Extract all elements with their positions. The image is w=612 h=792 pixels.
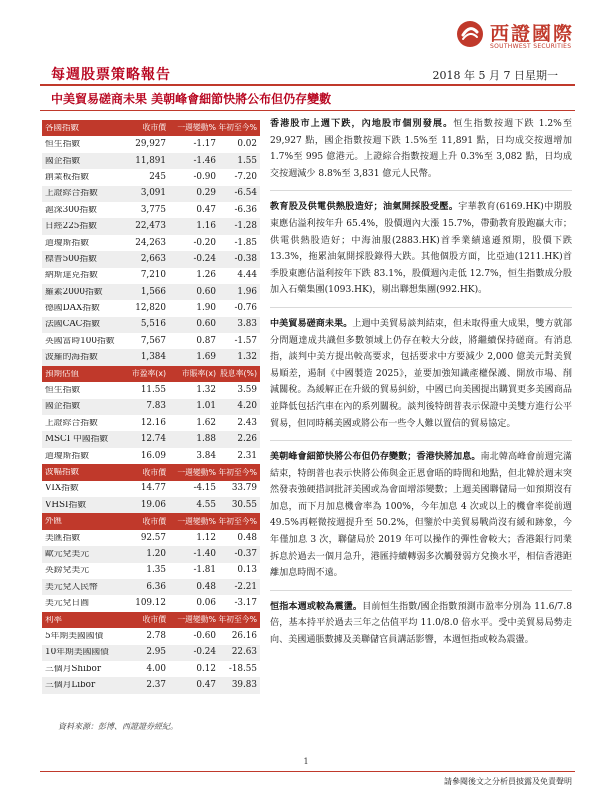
table-cell: -7.20 bbox=[234, 171, 257, 182]
table-cell: -1.81 bbox=[193, 565, 216, 576]
table-cell: 0.48 bbox=[196, 581, 216, 592]
table-cell: 0.12 bbox=[196, 663, 216, 674]
table-cell: -1.85 bbox=[234, 237, 257, 248]
table-cell: -2.21 bbox=[234, 581, 257, 592]
table-cell: -3.17 bbox=[234, 598, 257, 609]
commentary-paragraph bbox=[270, 116, 572, 182]
paragraph-divider bbox=[270, 307, 572, 308]
table-row bbox=[42, 235, 260, 251]
table-row bbox=[42, 382, 260, 398]
table-cell: 3,775 bbox=[140, 204, 166, 215]
header-cell: 收市價 bbox=[142, 615, 166, 625]
table-cell: 恒生指數 bbox=[45, 140, 81, 149]
logo-name-en: SOUTHWEST SECURITIES bbox=[490, 43, 572, 50]
table-cell: 1.32 bbox=[237, 352, 257, 363]
header-cell: 一週變動% bbox=[177, 123, 216, 133]
header-cell: 年初至今% bbox=[218, 467, 257, 477]
table-row bbox=[42, 317, 260, 333]
table-cell: 國企指數 bbox=[45, 156, 81, 166]
paragraph-body: 目前恒生指數/國企指數預測市盈率分別為 11.6/7.8 倍，基本持平於過去三年之估值平均 11.0/8.0 倍水平。受中美貿易局勢走向、美國通脹數據及美聯儲官員講話影響，本週恒指或較為震盪。 bbox=[270, 601, 572, 646]
header-cell: 利率 bbox=[45, 615, 63, 625]
table-cell: 22,473 bbox=[135, 221, 166, 232]
table-cell: 19.06 bbox=[140, 499, 166, 510]
table-section-header bbox=[42, 513, 260, 529]
paragraph-lead: 美朝峰會細節快將公布但仍存變數；香港快將加息。 bbox=[270, 452, 481, 463]
table-cell: 0.60 bbox=[196, 319, 216, 330]
table-cell: 美元兌日圓 bbox=[45, 599, 89, 608]
paragraph-body: 宇華教育(6169.HK)中期股東應佔溢利按年升 65.4%，股價週內大漲 15.7%，帶動教育股跑贏大市；供電供熱股造好；中海油服(2883.HK)首季業績遠遜預期，股價下跌 13.3%，拖累油氣開採股錄得大跌。其他個股方面，比亞迪(1211.HK)首季股東應佔溢利按年下跌 83.1%，股價週內走低 12.7%，恒生指數成分股加入石藥集團(1093.HK)，剔出聯想集團(992.HK)。 bbox=[270, 202, 572, 296]
table-row bbox=[42, 661, 260, 677]
page-number: 1 bbox=[303, 757, 309, 766]
table-cell: 英國富時100指數 bbox=[45, 336, 115, 346]
table-cell: 0.87 bbox=[196, 335, 216, 346]
table-source-note: 資料來源：彭博、西證證券經紀。 bbox=[58, 722, 178, 731]
table-cell: 美元兌人民幣 bbox=[45, 582, 98, 592]
table-row bbox=[42, 169, 260, 185]
table-cell: 12,820 bbox=[135, 303, 166, 314]
table-cell: 24,263 bbox=[135, 237, 166, 248]
header-cell: 外匯 bbox=[45, 517, 63, 526]
table-row bbox=[42, 677, 260, 693]
paragraph-divider bbox=[270, 590, 572, 591]
headline-divider bbox=[40, 110, 575, 111]
table-cell: 245 bbox=[149, 171, 166, 182]
table-cell: 上證綜合指數 bbox=[45, 189, 98, 199]
top-divider bbox=[40, 84, 575, 86]
table-row bbox=[42, 399, 260, 415]
table-row bbox=[42, 448, 260, 464]
table-row bbox=[42, 186, 260, 202]
table-cell: 26.16 bbox=[231, 630, 257, 641]
header-cell: 一週變動% bbox=[177, 615, 216, 625]
table-cell: 德國DAX指數 bbox=[45, 304, 100, 313]
table-cell: 6.36 bbox=[146, 581, 166, 592]
table-cell: 2.78 bbox=[146, 630, 166, 641]
commentary-column bbox=[270, 116, 572, 649]
table-cell: 11,891 bbox=[135, 155, 166, 166]
table-cell: 22.63 bbox=[231, 647, 257, 658]
table-cell: 2.43 bbox=[237, 417, 257, 428]
table-row bbox=[42, 546, 260, 562]
table-cell: 109.12 bbox=[135, 598, 166, 609]
table-cell: 14.77 bbox=[140, 483, 166, 494]
disclaimer-note: 請參閱後文之分析員披露及免責聲明 bbox=[444, 777, 572, 786]
table-cell: MSCI 中國指數 bbox=[45, 435, 109, 445]
table-row bbox=[42, 628, 260, 644]
table-cell: -0.76 bbox=[234, 303, 257, 314]
table-cell: 4.20 bbox=[237, 401, 257, 412]
table-section-header bbox=[42, 120, 260, 136]
table-row bbox=[42, 349, 260, 365]
table-cell: -0.20 bbox=[193, 237, 216, 248]
table-cell: 39.83 bbox=[231, 680, 257, 691]
table-row bbox=[42, 218, 260, 234]
paragraph-divider bbox=[270, 440, 572, 441]
table-cell: 0.06 bbox=[196, 598, 216, 609]
table-cell: 1.16 bbox=[196, 221, 216, 232]
table-cell: 創業板指數 bbox=[45, 172, 89, 182]
table-cell: 納斯達克指數 bbox=[45, 271, 98, 281]
paragraph-divider bbox=[270, 190, 572, 191]
table-cell: 16.09 bbox=[140, 450, 166, 461]
table-row bbox=[42, 530, 260, 546]
paragraph-lead: 中美貿易磋商未果。 bbox=[270, 318, 353, 329]
header-cell: 年初至今% bbox=[218, 516, 257, 526]
table-cell: 0.13 bbox=[237, 565, 257, 576]
table-cell: 7.83 bbox=[146, 401, 166, 412]
table-row bbox=[42, 300, 260, 316]
table-cell: 羅素2000指數 bbox=[45, 287, 103, 297]
table-row bbox=[42, 563, 260, 579]
table-row bbox=[42, 579, 260, 595]
table-cell: -0.90 bbox=[193, 171, 216, 182]
header-cell: 年初至今% bbox=[218, 123, 257, 133]
table-cell: VIX指數 bbox=[45, 484, 79, 494]
table-row bbox=[42, 251, 260, 267]
table-cell: 法國CAC指數 bbox=[45, 320, 101, 330]
table-cell: -1.40 bbox=[193, 548, 216, 559]
logo-name-cn: 西證國際 bbox=[490, 23, 575, 45]
table-cell: 3.59 bbox=[237, 385, 257, 396]
commentary-paragraph bbox=[270, 449, 572, 582]
table-cell: 歐元兌美元 bbox=[45, 549, 89, 559]
table-cell: 國企指數 bbox=[45, 402, 81, 412]
footer-divider bbox=[40, 771, 575, 772]
table-row bbox=[42, 497, 260, 513]
table-cell: 12.16 bbox=[140, 417, 166, 428]
table-row bbox=[42, 431, 260, 447]
table-cell: 3.83 bbox=[237, 319, 257, 330]
table-cell: 2,663 bbox=[140, 253, 166, 264]
table-row bbox=[42, 595, 260, 611]
table-cell: 英鎊兌美元 bbox=[45, 566, 89, 576]
table-cell: 1.55 bbox=[237, 155, 257, 166]
report-date: 2018 年 5 月 7 日星期一 bbox=[432, 69, 558, 82]
header-cell: 各國指數 bbox=[45, 123, 80, 133]
commentary-paragraph bbox=[270, 316, 572, 432]
table-cell: 日經225指數 bbox=[45, 222, 97, 231]
table-cell: 1.20 bbox=[146, 548, 166, 559]
table-cell: 三個月Shibor bbox=[45, 664, 102, 674]
table-cell: 標普500指數 bbox=[45, 254, 97, 264]
table-cell: 2.95 bbox=[146, 647, 166, 658]
table-row bbox=[42, 481, 260, 497]
table-cell: 4.00 bbox=[146, 663, 166, 674]
table-cell: 5年期美國國債 bbox=[45, 631, 104, 641]
table-cell: 1.88 bbox=[196, 434, 216, 445]
table-cell: 美匯指數 bbox=[45, 533, 81, 543]
table-cell: 1.96 bbox=[237, 286, 257, 297]
table-cell: 3.84 bbox=[196, 450, 216, 461]
table-cell: 3,091 bbox=[140, 188, 166, 199]
table-cell: -1.57 bbox=[234, 335, 257, 346]
table-cell: 上證綜合指數 bbox=[45, 418, 98, 428]
logo-mark-icon bbox=[456, 20, 484, 48]
table-cell: 12.74 bbox=[140, 434, 166, 445]
table-cell: 0.60 bbox=[196, 286, 216, 297]
table-row bbox=[42, 415, 260, 431]
headline: 中美貿易磋商未果 美朝峰會細節快將公布但仍存變數 bbox=[51, 92, 332, 106]
table-cell: 30.55 bbox=[231, 499, 257, 510]
table-cell: 7,210 bbox=[140, 270, 166, 281]
table-cell: 33.79 bbox=[231, 483, 257, 494]
header-cell: 收市價 bbox=[142, 123, 166, 133]
table-cell: 2.26 bbox=[237, 434, 257, 445]
header-cell: 波幅指數 bbox=[45, 468, 80, 477]
header-cell: 預期估值 bbox=[45, 369, 80, 379]
table-cell: 10年期美國國債 bbox=[45, 648, 109, 658]
table-section-header bbox=[42, 612, 260, 628]
table-row bbox=[42, 153, 260, 169]
table-cell: 0.02 bbox=[237, 139, 257, 150]
table-cell: 1.01 bbox=[196, 401, 216, 412]
table-row bbox=[42, 202, 260, 218]
table-cell: -6.36 bbox=[234, 204, 257, 215]
paragraph-lead: 恒指本週或較為震盪。 bbox=[270, 601, 363, 612]
company-logo bbox=[456, 18, 596, 54]
table-cell: 1.12 bbox=[196, 532, 216, 543]
paragraph-lead: 香港股市上週下跌，內地股市個別發展。 bbox=[270, 119, 454, 129]
table-cell: -1.28 bbox=[234, 221, 257, 232]
commentary-paragraph bbox=[270, 599, 572, 649]
table-cell: 0.29 bbox=[196, 188, 216, 199]
header-cell: 股息率(%) bbox=[220, 369, 257, 379]
table-cell: 1.90 bbox=[196, 303, 216, 314]
header-cell: 市賬率(x) bbox=[181, 369, 216, 379]
table-cell: 4.44 bbox=[237, 270, 257, 281]
paragraph-body: 上週中美貿易談判結束，但未取得重大成果，雙方就部分問題達成共識但多數領域上仍存在較大分歧，將繼續保持磋商。有消息指，談判中美方提出較高要求，包括要求中方要減少 2,000 億美元對美貿易順差，遏制《中國製造 2025》，並要加強知識產權保護、開放市場、削減關稅。為緩解正在升級的貿易糾紛，中國已向美國提出購買更多美國商品並降低包括汽車在內的系列關稅。談判後特朗普表示保證中美雙方進行公平貿易，但同時稱美國或將公布一些令人難以置信的貿易協定。 bbox=[270, 318, 572, 429]
table-cell: 1,384 bbox=[140, 352, 166, 363]
paragraph-body: 恒生指數按週下跌 1.2%至 29,927 點，國企指數按週下跌 1.5%至 11,891 點，日均成交按週增加 1.7%至 995 億港元。上證綜合指數按週上升 0.3%至 3,082 點，日均成交按週減少 8.8%至 3,831 億元人民幣。 bbox=[270, 119, 572, 179]
table-cell: 滬深300指數 bbox=[45, 205, 97, 215]
table-cell: 0.47 bbox=[196, 204, 216, 215]
table-cell: 29,927 bbox=[135, 139, 166, 150]
table-cell: -0.60 bbox=[193, 630, 216, 641]
header-cell: 收市價 bbox=[142, 516, 166, 526]
table-row bbox=[42, 333, 260, 349]
header-cell: 一週變動% bbox=[177, 467, 216, 477]
table-cell: 三個月Libor bbox=[45, 681, 96, 690]
report-title: 每週股票策略報告 bbox=[51, 67, 171, 83]
table-cell: 2.31 bbox=[237, 450, 257, 461]
header-cell: 市盈率(x) bbox=[131, 369, 166, 379]
table-cell: -1.17 bbox=[193, 139, 216, 150]
table-cell: 2.37 bbox=[146, 680, 166, 691]
table-cell: 1.35 bbox=[146, 565, 166, 576]
table-cell: -18.55 bbox=[228, 663, 257, 674]
table-cell: 4.55 bbox=[196, 499, 216, 510]
table-cell: 1.69 bbox=[196, 352, 216, 363]
table-cell: 11.55 bbox=[140, 385, 166, 396]
commentary-paragraph bbox=[270, 199, 572, 299]
table-cell: 1.62 bbox=[196, 417, 216, 428]
table-cell: -0.24 bbox=[193, 253, 216, 264]
table-cell: 道瓊斯指數 bbox=[45, 238, 89, 248]
paragraph-body: 南北韓高峰會前週完滿結束，特朗普也表示快將公佈與金正恩會晤的時間和地點，但北韓於週末突然發表強硬措詞批評美國或為會面增添變數；上週美國聯儲局一如預期沒有加息，而下月加息機會率為 100%，今年加息 4 次或以上的機會率從前週 49.5%再輕微按週提升至 50.2%，但鑒於中美貿易戰尚沒有緩和跡象，今年僅加息 3 次，聯儲局於 2019 年可以操作的彈性會較大；香港銀行同業拆息於過去一個月急升，港匯持續轉弱多次觸發弱方兌換水平，相信香港距離加息時間不遠。 bbox=[270, 452, 572, 579]
header-cell: 年初至今% bbox=[218, 615, 257, 625]
table-cell: 1.32 bbox=[196, 385, 216, 396]
table-row bbox=[42, 645, 260, 661]
table-cell: 92.57 bbox=[140, 532, 166, 543]
table-cell: -0.24 bbox=[193, 647, 216, 658]
table-cell: 7,567 bbox=[140, 335, 166, 346]
table-row bbox=[42, 284, 260, 300]
table-cell: 恒生指數 bbox=[45, 386, 81, 395]
table-cell: 5,516 bbox=[140, 319, 166, 330]
paragraph-lead: 教育股及供電供熱股造好；油氣開採股受壓。 bbox=[270, 202, 459, 213]
table-section-header bbox=[42, 366, 260, 382]
table-cell: 道瓊斯指數 bbox=[45, 451, 89, 461]
table-cell: 0.48 bbox=[237, 532, 257, 543]
market-data-table bbox=[42, 120, 260, 694]
header-cell: 一週變動% bbox=[177, 516, 216, 526]
table-section-header bbox=[42, 464, 260, 480]
table-cell: 0.47 bbox=[196, 680, 216, 691]
table-cell: -4.15 bbox=[193, 483, 216, 494]
table-cell: -6.54 bbox=[234, 188, 257, 199]
table-cell: -0.38 bbox=[234, 253, 257, 264]
table-cell: 1.26 bbox=[196, 270, 216, 281]
table-cell: -0.37 bbox=[234, 548, 257, 559]
table-cell: VHSI指數 bbox=[45, 500, 87, 510]
header-cell: 收市價 bbox=[142, 467, 166, 477]
table-cell: -1.46 bbox=[193, 155, 216, 166]
table-cell: 波羅的海指數 bbox=[45, 353, 98, 363]
table-row bbox=[42, 136, 260, 152]
table-cell: 1,566 bbox=[140, 286, 166, 297]
table-row bbox=[42, 268, 260, 284]
